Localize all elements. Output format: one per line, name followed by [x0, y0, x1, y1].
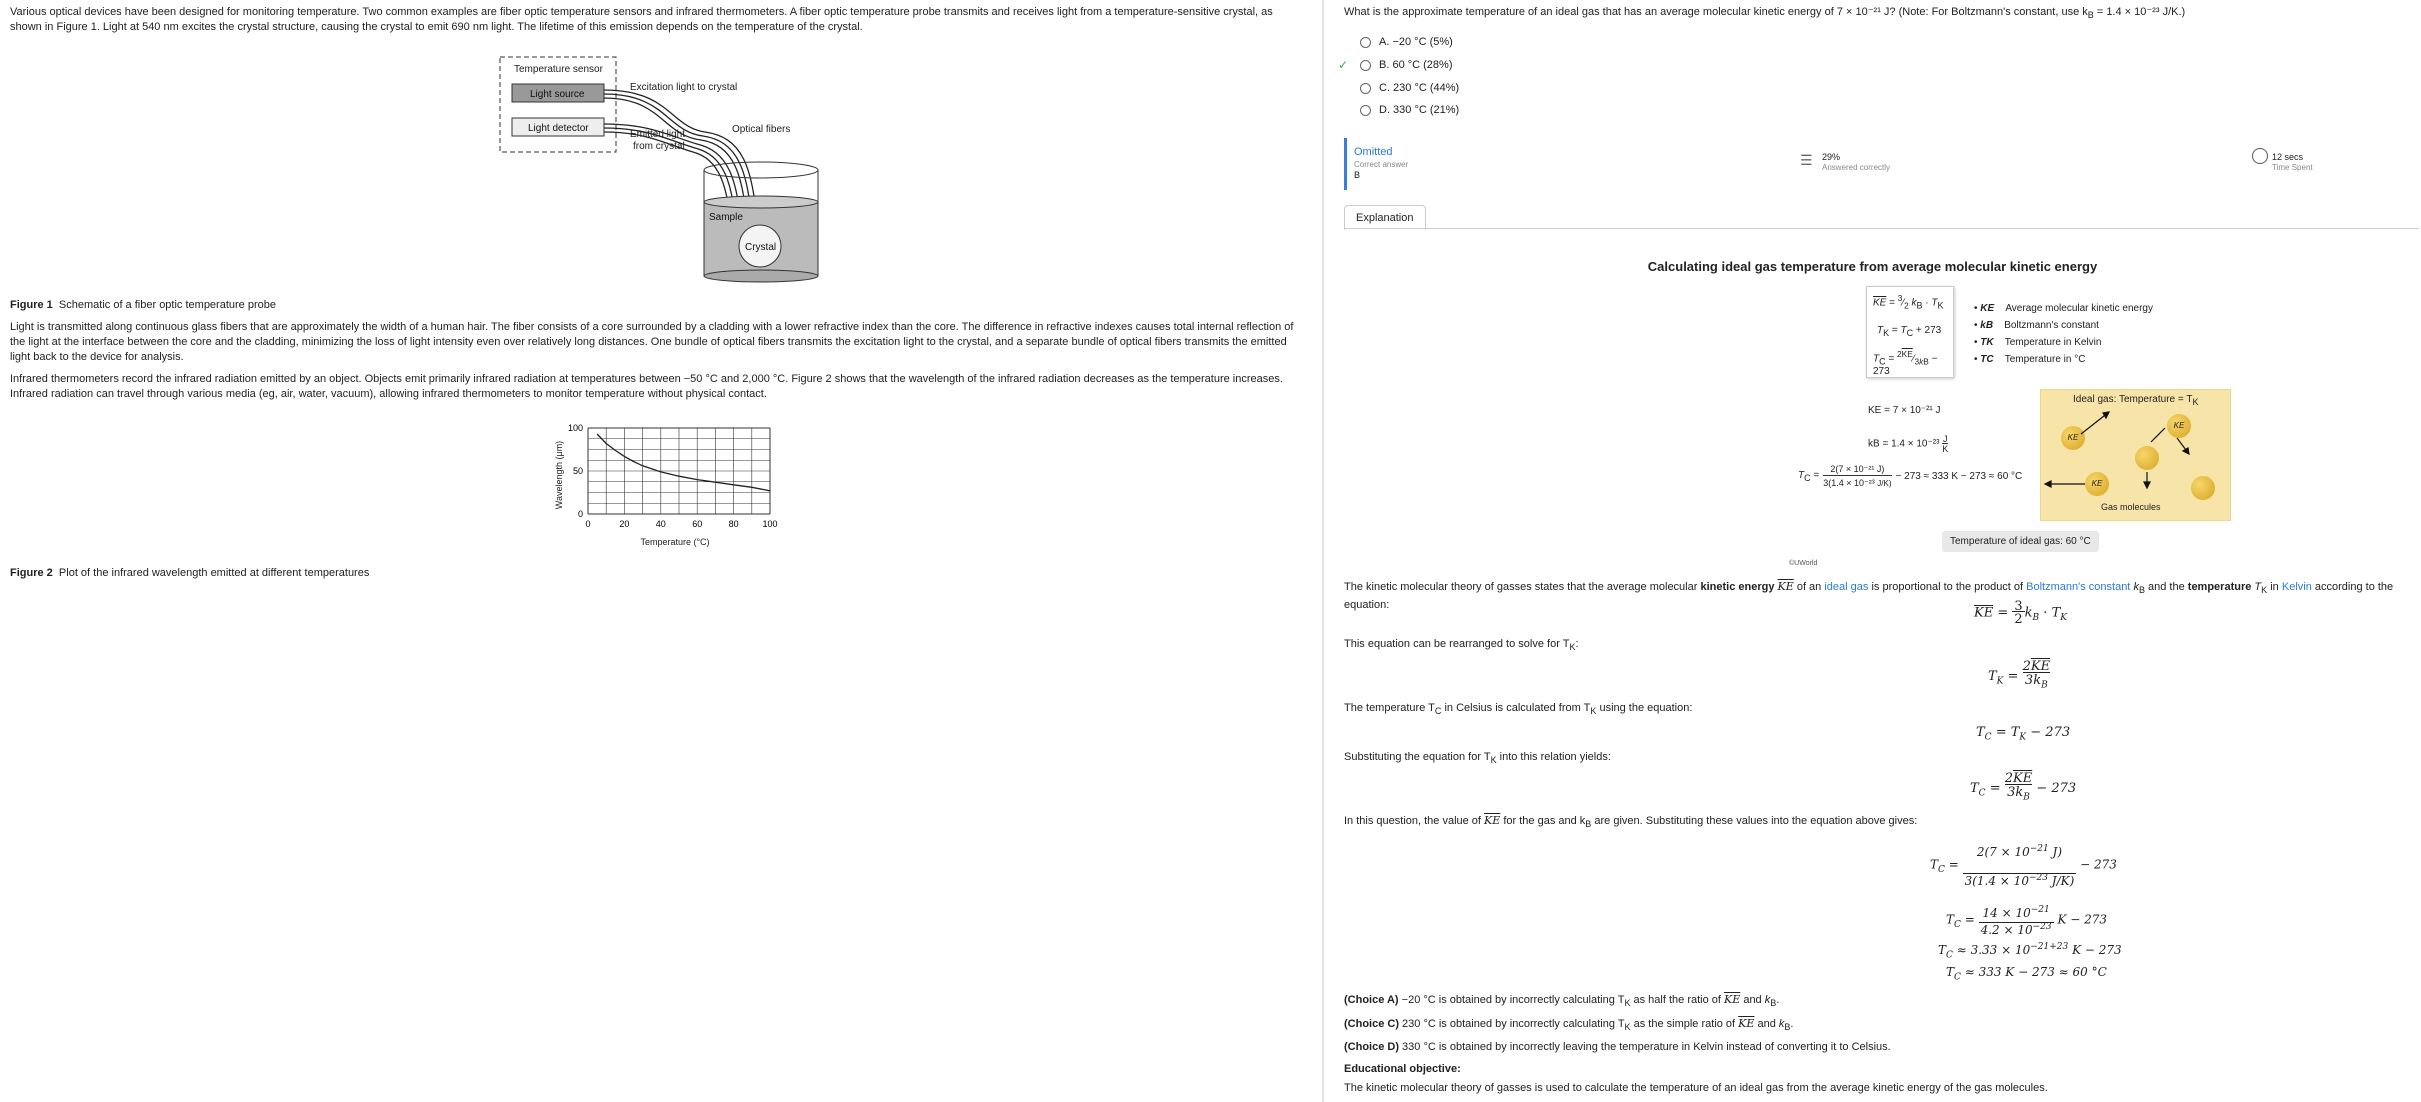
figure-2-caption: [10, 566, 369, 581]
choice-b-radio[interactable]: [1360, 60, 1371, 71]
explanation-title: Calculating ideal gas temperature from average molecular kinetic energy: [1647, 259, 2098, 274]
figure-2-text: Plot of the infrared wavelength emitted at different temperatures: [58, 567, 370, 579]
chart-x-ticks: [585, 519, 777, 529]
crystal-label: Crystal: [745, 242, 777, 253]
chart-y-label: Wavelength (μm): [554, 440, 564, 510]
x-tick-label: 60: [692, 519, 703, 529]
gas-molecule: KE: [2085, 472, 2109, 496]
explanation-paragraph-2: This equation can be rearranged to solve for $T_K$:: [1344, 638, 1579, 653]
time-spent-label: Time Spent: [2272, 163, 2313, 172]
percent-correct: 29%: [1822, 152, 1841, 162]
gas-molecule: KE: [2167, 414, 2191, 438]
link-kelvin[interactable]: Kelvin: [2281, 581, 2312, 593]
y-tick-label: 100: [567, 423, 583, 433]
emitted-label-2: from crystal: [633, 141, 685, 152]
link-ideal-gas[interactable]: ideal gas: [1824, 581, 1869, 593]
tab-explanation[interactable]: Explanation: [1344, 205, 1426, 230]
chart-series-line: [597, 434, 770, 491]
source-label: Light source: [530, 89, 585, 100]
choice-a-explanation: (Choice A) −20 °C is obtained by incorrectly calculating $T_K$ as half the ratio of $\overline{KE}$ and $k_B$.: [1344, 993, 1780, 1009]
correct-check-icon: ✓: [1338, 58, 1349, 72]
result-badge: Temperature of ideal gas: 60 °C: [1942, 531, 2099, 552]
clock-icon: [2252, 148, 2268, 164]
formula-tc: $T_C$ = $^{2\overline{KE}}⁄_{3kB} - 273$: [1873, 349, 1938, 378]
equation-tc-ke: $T_C = 2\overline{KE}$ $3k_B - 273$: [1970, 771, 2077, 803]
sensor-label: Temperature sensor: [514, 64, 603, 75]
formula-ke: $\overline{KE}$ = $^3⁄_2$ $k_B \cdot T_K$: [1873, 293, 1944, 311]
detector-label: Light detector: [528, 123, 589, 134]
y-tick-label: 50: [572, 466, 583, 476]
status-accent: [1344, 138, 1347, 190]
choice-c-radio[interactable]: [1360, 83, 1371, 94]
formula-box: [1866, 286, 1954, 378]
stats-bar: [1344, 138, 2414, 190]
x-tick-label: 100: [762, 519, 778, 529]
x-tick-label: 80: [728, 519, 739, 529]
objective-label: Educational objective:: [1344, 1063, 1461, 1075]
time-spent: 12 secs: [2272, 152, 2304, 162]
gas-box-title: Ideal gas: Temperature = $T_K$: [2073, 394, 2199, 407]
x-tick-label: 0: [585, 519, 591, 529]
explanation-paragraph-5: In this question, the value of $\overline{KE}$ for the gas and $k_B$ are given. Substituting these values into the equation above gives:: [1344, 814, 1918, 830]
gas-molecules-label: Gas molecules: [2101, 502, 2161, 512]
correct-answer-value: B: [1354, 170, 1361, 180]
equation-step-2: $T_C = 14 \times 10^{-21}$ $4.2 \times 10^{-23}$ K − 273: [1946, 905, 2108, 937]
symbol-legend: [1974, 300, 2153, 368]
equation-ke: $\overline{KE} = 3$ 2 $k_B \cdot T_K$: [1974, 599, 2067, 627]
choice-a[interactable]: [1360, 36, 1453, 48]
choice-c-explanation: (Choice C) 230 °C is obtained by incorrectly calculating $T_K$ as the simple ratio of $\overline{KE}$ and $k_B$.: [1344, 1017, 1794, 1033]
motion-arrows: [2041, 390, 2230, 520]
figure-2-number: Figure 2: [10, 567, 53, 579]
figure-1-number: Figure 1: [10, 299, 53, 311]
passage-intro: Various optical devices have been designed for monitoring temperature. Two common examples are fiber optic temperature sensors and infrared thermometers. A fiber optic temperature probe transmits and receives light from a temperature-sensitive crystal, as shown in Figure 1. Light at 540 nm excites the crystal structure, causing the crystal to emit 690 nm light. The lifetime of this emission depends on the temperature of the crystal.: [10, 6, 1273, 33]
percent-correct-label: Answered correctly: [1822, 163, 1891, 172]
status-omitted: Omitted: [1354, 146, 1393, 158]
choice-d-radio[interactable]: [1360, 105, 1371, 116]
chart-grid: [588, 428, 770, 514]
passage-paragraph-2: Light is transmitted along continuous glass fibers that are approximately the width of a human hair. The fiber consists of a core surrounded by a cladding with a lower refractive index than the core. The difference in refractive indexes causes total internal reflection of the light at the interface between the core and the cladding, minimizing the loss of light intensity even over relatively long distances. One bundle of optical fibers transmits the excitation light to the crystal, and a separate bundle of optical fibers transmits the emitted light back to the device for analysis.: [10, 321, 1294, 363]
question-pane: [1324, 0, 2421, 1102]
given-kb: kB = $1.4 \times 10^{-23} \frac{J}{K}$: [1868, 434, 1949, 454]
legend-item: • KE Average molecular kinetic energy: [1974, 303, 2153, 314]
figure-1-schematic: [490, 52, 840, 284]
equation-step-3: $T_C \approx 3.33 \times 10^{-21+23}$ K − 273: [1938, 942, 2122, 961]
choice-d[interactable]: [1360, 104, 1459, 116]
emitted-label-1: Emitted light: [630, 129, 686, 140]
fibers-label: Optical fibers: [732, 124, 791, 135]
tab-underline: [1344, 228, 2419, 229]
x-tick-label: 20: [619, 519, 630, 529]
legend-item: • TK Temperature in Kelvin: [1974, 337, 2102, 348]
explanation-paragraph-1: The kinetic molecular theory of gasses states that the average molecular kinetic energy $\overline{KE}$ of an ideal gas is proportional to the product of Boltzmann's constant $k_B$ and the temperature $T_K$ in Kelvin according to the equation:: [1344, 580, 2394, 612]
formula-tk: $T_K = T_C + 273$: [1877, 325, 1942, 338]
choice-d-explanation: (Choice D) 330 °C is obtained by incorrectly leaving the temperature in Kelvin instead of converting it to Celsius.: [1344, 1041, 1891, 1053]
equation-substituted: $T_C = 2(7 \times 10^{-21}$ J) $3(1.4 \times 10^{-23}$ J/K) − 273: [1930, 844, 2117, 888]
equation-tc-tk: $T_C = T_K - 273$: [1976, 725, 2071, 743]
copyright: ©UWorld: [1789, 560, 1818, 567]
equation-tk: $T_K = 2\overline{KE}$ $3k_B$: [1988, 659, 2051, 691]
given-ke: KE = 7 × 10⁻²¹ J: [1868, 405, 1941, 416]
objective-text: The kinetic molecular theory of gasses is used to calculate the temperature of an ideal gas from the average kinetic energy of the gas molecules.: [1344, 1082, 2048, 1094]
choice-c[interactable]: [1360, 82, 1459, 94]
explanation-paragraph-4: Substituting the equation for $T_K$ into this relation yields:: [1344, 751, 1611, 766]
choice-a-radio[interactable]: [1360, 37, 1371, 48]
ideal-gas-illustration: [2040, 389, 2231, 521]
figure-2-chart: [548, 420, 778, 550]
choice-a-label: A. −20 °C (5%): [1379, 36, 1453, 48]
y-tick-label: 0: [577, 509, 583, 519]
chart-y-ticks: [568, 423, 583, 519]
figure-1-caption: [10, 298, 276, 313]
x-tick-label: 40: [655, 519, 666, 529]
choice-b-label: B. 60 °C (28%): [1379, 59, 1453, 71]
stats-bars-icon: ☰: [1800, 152, 1813, 168]
figure-1-text: Schematic of a fiber optic temperature probe: [58, 299, 276, 311]
gas-molecule: KE: [2061, 426, 2085, 450]
tc-calculation: $T_C$ = $\frac{\text{2(7 × 10⁻²¹ J)}}{\text{3(1.4 × 10⁻²³ J/K)}}$ − 273 ≈ 333 K − 273 ≈ 60 °C: [1798, 464, 2023, 488]
passage-paragraph-3: Infrared thermometers record the infrared radiation emitted by an object. Objects emit primarily infrared radiation at temperatures between −50 °C and 2,000 °C. Figure 2 shows that the wavelength of the infrared radiation decreases as the temperature increases. Infrared radiation can travel through various media (eg, air, water, vacuum), allowing infrared thermometers to monitor temperature without physical contact.: [10, 373, 1283, 400]
question-stem: What is the approximate temperature of an ideal gas that has an average molecular kinetic energy of 7 × 10⁻²¹ J? (Note: For Boltzmann's constant, use $k_B = 1.4 \times 10^{-23}$ J/K.): [1344, 6, 2186, 21]
equation-step-4: $T_C \approx 333$ K − 273 ≈ 60 °C: [1946, 965, 2107, 983]
correct-answer-label: Correct answer: [1354, 160, 1409, 169]
choice-b[interactable]: [1338, 58, 1453, 72]
excitation-label: Excitation light to crystal: [630, 82, 738, 93]
explanation-paragraph-3: The temperature $T_C$ in Celsius is calculated from $T_K$ using the equation:: [1344, 702, 1693, 717]
link-boltzmann[interactable]: Boltzmann's constant: [2026, 581, 2131, 593]
chart-x-label: Temperature (°C): [640, 537, 710, 547]
legend-item: • TC Temperature in °C: [1974, 354, 2086, 365]
legend-item: • kB Boltzmann's constant: [1974, 320, 2099, 331]
sample-label: Sample: [709, 212, 743, 223]
choice-d-label: D. 330 °C (21%): [1379, 104, 1460, 116]
choice-c-label: C. 230 °C (44%): [1379, 82, 1460, 94]
